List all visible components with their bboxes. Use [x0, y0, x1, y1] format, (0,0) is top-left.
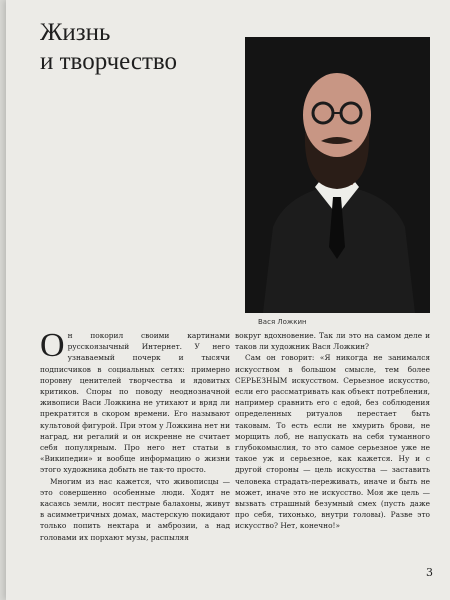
drop-cap: О: [40, 327, 65, 364]
photo-caption: Вася Ложкин: [258, 318, 307, 326]
title-line-1: Жизнь: [40, 19, 111, 46]
paragraph: Многим из нас кажется, что живописцы — это совершенно особенные люди. Ходят не касаясь земли, носят пестрые балахоны, живут в асимметричных домах, мастерскую покидают только попить нектара и амброзии, а над головами их порхают музы, распыляя: [40, 476, 230, 542]
text-column-left: [40, 327, 231, 543]
paragraph-text: н покорил своими картинами русскоязычный Интернет. У него узнаваемый почерк и тысячи подписчиков в социальных сетях: примерно поровну ценителей творчества и ядовитых критиков. Споры по поводу неоднозначной живописи Васи Ложкина не утихают и вряд ли прекратятся в скором времени. Его называют культовой фигурой. При этом у Ложкина нет ни наград, ни регалий и он искренне не считает себя популярным. Про него нет статьи в «Википедии» и вообще информацию о жизни этого художника добыть не так-то просто.: [40, 331, 231, 475]
paragraph: вокруг вдохновение. Так ли это на самом деле и таков ли художник Вася Ложкин?: [235, 331, 430, 352]
portrait-photo: [245, 37, 430, 313]
page-title: [40, 18, 230, 76]
paragraph: [40, 327, 231, 476]
title-line-2: и творчество: [40, 48, 178, 75]
text-column-right: [235, 330, 430, 532]
paragraph: Сам он говорит: «Я никогда не занимался искусством в большом смысле, тем более СЕРЬЕЗНЫМ искусством. Серьезное искусство, если его рассматривать как объект потребления, например сравнить его с едой, без соблюдения определенных ритуалов перестает быть таковым. То есть если не хмурить брови, не морщить лоб, не напускать на себя туманного глубокомыслия, то это самое серьезное уже не такое уж и серьезное, как кажется. Ну и с другой стороны — цель искусства — заставить человека страдать-переживать, иначе и быть не может, иначе это не искусство. Моя же цель — вызвать страшный безумный смех (пусть даже про себя, тихонько, внутри головы). Разве это искусство? Нет, конечно!»: [235, 353, 430, 531]
page-number: 3: [426, 566, 433, 579]
book-page: [6, 0, 450, 600]
